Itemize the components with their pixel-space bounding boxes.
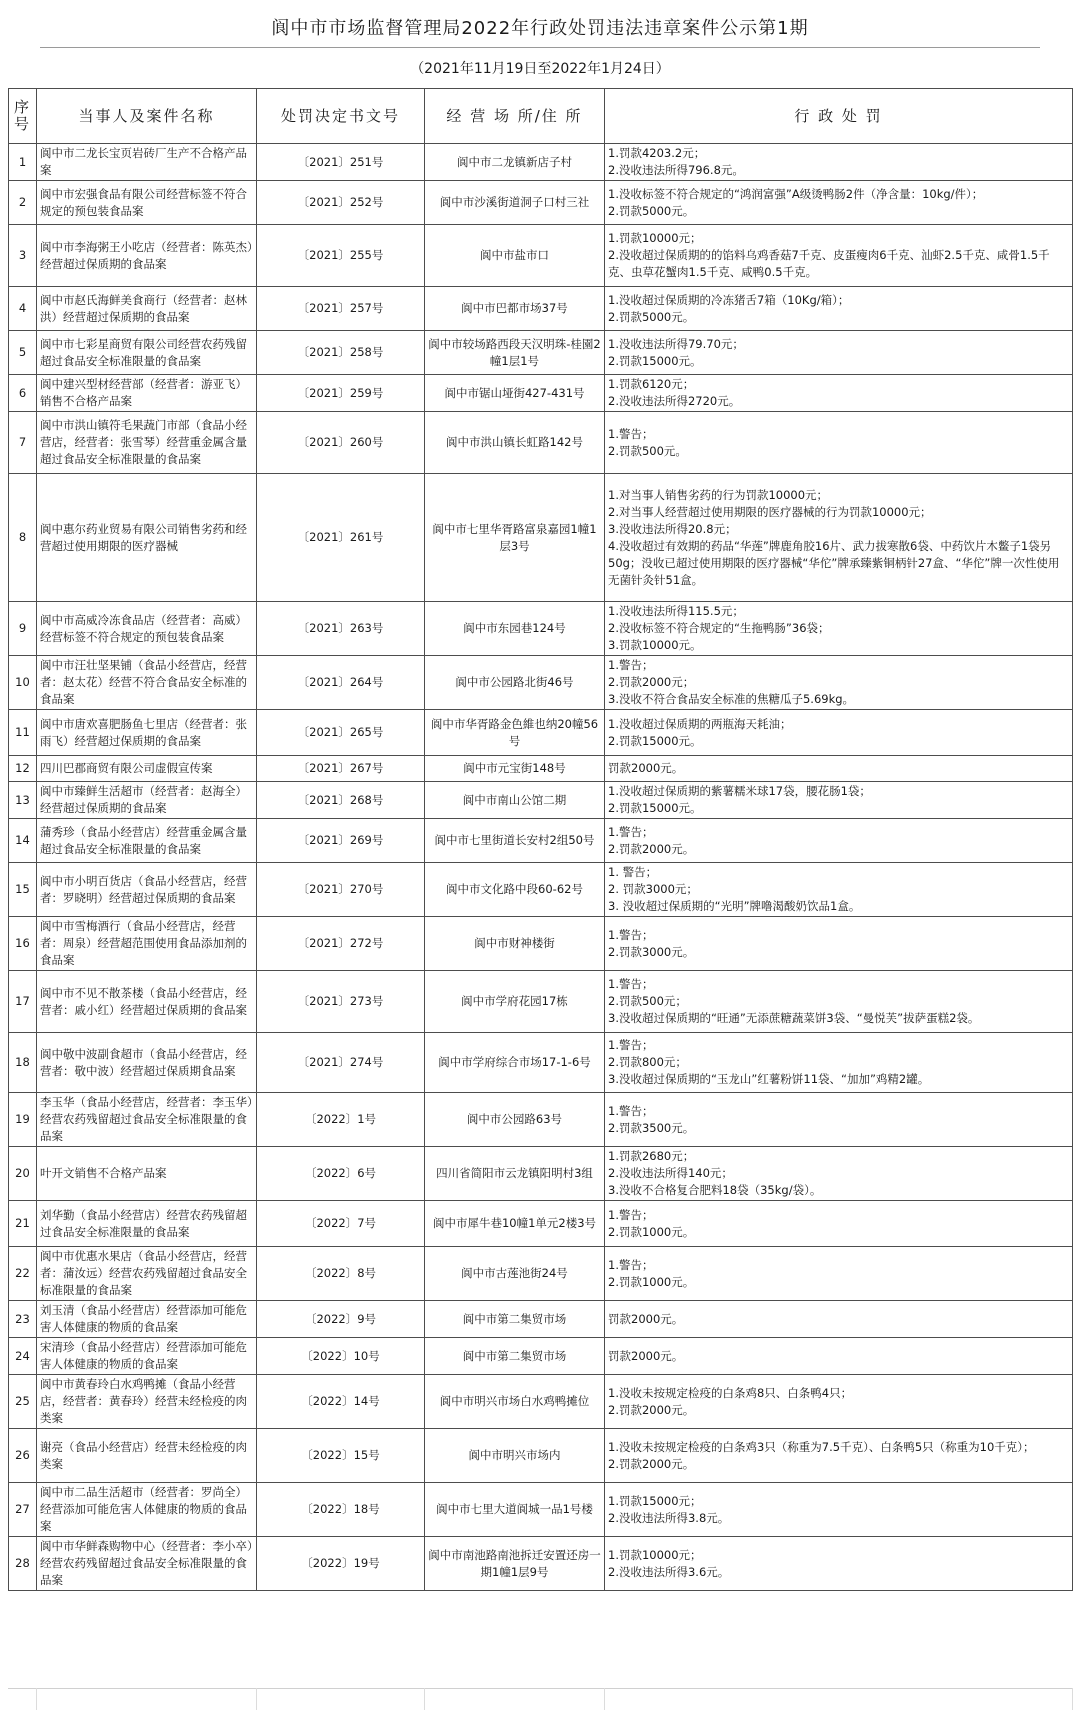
decision-number: 〔2021〕272号 xyxy=(257,917,425,971)
penalty-cell xyxy=(605,819,1073,863)
table-row xyxy=(9,971,1073,1033)
business-address: 阆中市七里华胥路富泉嘉园1幢1层3号 xyxy=(425,474,605,602)
decision-number: 〔2022〕19号 xyxy=(257,1537,425,1591)
penalty-line: 1.警告； xyxy=(608,977,654,991)
party-and-case: 阆中市赵氏海鲜美食商行（经营者：赵林洪）经营超过保质期的食品案 xyxy=(37,287,257,331)
penalty-line: 罚款2000元。 xyxy=(608,761,684,775)
business-address: 阆中市犀牛巷10幢1单元2楼3号 xyxy=(425,1201,605,1247)
party-and-case: 刘华勤（食品小经营店）经营农药残留超过食品安全标准限量的食品案 xyxy=(37,1201,257,1247)
business-address: 阆中市二龙镇新店子村 xyxy=(425,144,605,181)
penalty-line: 2. 罚款3000元； xyxy=(608,882,698,896)
penalty-line: 1.罚款10000元； xyxy=(608,231,702,245)
penalty-line: 3.没收超过保质期的“玉龙山”红薯粉饼11袋、“加加”鸡精2罐。 xyxy=(608,1072,930,1086)
table-row xyxy=(9,1483,1073,1537)
table-row xyxy=(9,474,1073,602)
penalty-cell xyxy=(605,971,1073,1033)
penalty-cell xyxy=(605,225,1073,287)
party-and-case: 阆中市宏强食品有限公司经营标签不符合规定的预包装食品案 xyxy=(37,181,257,225)
row-number: 11 xyxy=(9,710,37,756)
penalty-line: 2.没收违法所得796.8元。 xyxy=(608,163,744,177)
penalty-line: 2.罚款500元； xyxy=(608,994,687,1008)
bottom-guide xyxy=(424,1688,425,1710)
header-party: 当事人及案件名称 xyxy=(37,89,257,144)
business-address: 阆中市沙溪街道洞子口村三社 xyxy=(425,181,605,225)
table-row xyxy=(9,375,1073,412)
table-row xyxy=(9,1201,1073,1247)
table-row xyxy=(9,819,1073,863)
penalty-line: 1.没收违法所得115.5元； xyxy=(608,604,744,618)
penalty-line: 1.没收未按规定检疫的白条鸡8只、白条鸭4只； xyxy=(608,1385,853,1400)
bottom-guide xyxy=(36,1688,37,1710)
table-body xyxy=(9,144,1073,1591)
business-address: 阆中市洪山镇长虹路142号 xyxy=(425,412,605,474)
table-row xyxy=(9,144,1073,181)
table-row xyxy=(9,1429,1073,1483)
penalty-line: 3.没收不符合食品安全标准的焦糖瓜子5.69kg。 xyxy=(608,692,855,706)
decision-number: 〔2021〕255号 xyxy=(257,225,425,287)
penalty-line: 1.没收标签不符合规定的“鸿润富强”A级烫鸭肠2件（净含量：10kg/件）； xyxy=(608,186,984,201)
row-number: 6 xyxy=(9,375,37,412)
penalty-cell xyxy=(605,1338,1073,1375)
party-and-case: 阆中市不见不散茶楼（食品小经营店，经营者：戚小红）经营超过保质期的食品案 xyxy=(37,971,257,1033)
party-and-case: 刘玉清（食品小经营店）经营添加可能危害人体健康的物质的食品案 xyxy=(37,1301,257,1338)
decision-number: 〔2022〕6号 xyxy=(257,1147,425,1201)
row-number: 5 xyxy=(9,331,37,375)
penalty-cell xyxy=(605,1033,1073,1093)
business-address: 阆中市第二集贸市场 xyxy=(425,1338,605,1375)
table-row xyxy=(9,1247,1073,1301)
penalty-cell xyxy=(605,287,1073,331)
penalty-line: 2.罚款3000元。 xyxy=(608,944,695,959)
penalty-cell xyxy=(605,474,1073,602)
header-decision: 处罚决定书文号 xyxy=(257,89,425,144)
table-row xyxy=(9,1301,1073,1338)
bottom-rule xyxy=(8,1688,1072,1689)
row-number: 8 xyxy=(9,474,37,602)
table-row xyxy=(9,412,1073,474)
penalty-line: 2.罚款15000元。 xyxy=(608,733,702,748)
row-number: 21 xyxy=(9,1201,37,1247)
penalty-line: 2.罚款2000元。 xyxy=(608,1402,695,1417)
penalty-line: 2.罚款3500元。 xyxy=(608,1120,695,1135)
penalty-line: 3. 没收超过保质期的“光明”牌噜渴酸奶饮品1盒。 xyxy=(608,899,861,913)
decision-number: 〔2021〕257号 xyxy=(257,287,425,331)
penalty-line: 2.罚款5000元。 xyxy=(608,203,695,218)
bottom-guide xyxy=(1072,1688,1073,1710)
decision-number: 〔2022〕8号 xyxy=(257,1247,425,1301)
penalty-line: 3.罚款10000元。 xyxy=(608,638,702,652)
table-row xyxy=(9,917,1073,971)
decision-number: 〔2021〕258号 xyxy=(257,331,425,375)
business-address: 阆中市古莲池街24号 xyxy=(425,1247,605,1301)
decision-number: 〔2022〕9号 xyxy=(257,1301,425,1338)
decision-number: 〔2021〕251号 xyxy=(257,144,425,181)
decision-number: 〔2022〕15号 xyxy=(257,1429,425,1483)
penalty-cell xyxy=(605,917,1073,971)
penalty-line: 2.罚款15000元。 xyxy=(608,801,702,815)
party-and-case: 阆中市小明百货店（食品小经营店，经营者：罗晓明）经营超过保质期的食品案 xyxy=(37,863,257,917)
party-and-case: 叶开文销售不合格产品案 xyxy=(37,1147,257,1201)
party-and-case: 阆中市优惠水果店（食品小经营店，经营者：蒲汝远）经营农药残留超过食品安全标准限量的食品案 xyxy=(37,1247,257,1301)
decision-number: 〔2021〕265号 xyxy=(257,710,425,756)
party-and-case: 李玉华（食品小经营店，经营者：李玉华）经营农药残留超过食品安全标准限量的食品案 xyxy=(37,1093,257,1147)
penalty-line: 1.没收违法所得79.70元； xyxy=(608,336,744,351)
party-and-case: 阆中市二龙长宝页岩砖厂生产不合格产品案 xyxy=(37,144,257,181)
row-number: 14 xyxy=(9,819,37,863)
penalty-line: 2.没收超过保质期的的馅料乌鸡香菇7千克、皮蛋瘦肉6千克、汕虾2.5千克、咸骨1.5千克、虫草花蟹肉1.5千克、咸鸭0.5千克。 xyxy=(608,248,1050,279)
party-and-case: 阆中敬中波副食超市（食品小经营店，经营者：敬中波）经营超过保质期食品案 xyxy=(37,1033,257,1093)
penalty-line: 1.没收超过保质期的紫薯糯米球17袋，腰花肠1袋； xyxy=(608,784,871,798)
penalty-line: 罚款2000元。 xyxy=(608,1348,684,1363)
party-and-case: 阆中市臻鲜生活超市（经营者：赵海全）经营超过保质期的食品案 xyxy=(37,782,257,819)
penalty-line: 3.没收不合格复合肥料18袋（35kg/袋）。 xyxy=(608,1183,822,1197)
business-address: 阆中市明兴市场内 xyxy=(425,1429,605,1483)
row-number: 19 xyxy=(9,1093,37,1147)
penalty-line: 1.没收超过保质期的两瓶海天耗油； xyxy=(608,716,792,731)
business-address: 阆中市南池路南池拆迁安置还房一期1幢1层9号 xyxy=(425,1537,605,1591)
party-and-case: 阆中市二品生活超市（经营者：罗尚全）经营添加可能危害人体健康的物质的食品案 xyxy=(37,1483,257,1537)
business-address: 阆中市七里大道阆城一品1号楼 xyxy=(425,1483,605,1537)
penalty-cell xyxy=(605,1429,1073,1483)
business-address: 阆中市东园巷124号 xyxy=(425,602,605,656)
penalty-line: 1.罚款4203.2元； xyxy=(608,146,706,160)
business-address: 阆中市文化路中段60-62号 xyxy=(425,863,605,917)
business-address: 阆中市华胥路金色維也纳20幢56号 xyxy=(425,710,605,756)
row-number: 28 xyxy=(9,1537,37,1591)
decision-number: 〔2021〕273号 xyxy=(257,971,425,1033)
party-and-case: 阆中市七彩星商贸有限公司经营农药残留超过食品安全标准限量的食品案 xyxy=(37,331,257,375)
party-and-case: 阆中市唐欢喜肥肠鱼七里店（经营者：张雨飞）经营超过保质期的食品案 xyxy=(37,710,257,756)
penalty-line: 2.罚款2000元。 xyxy=(608,841,695,856)
business-address: 阆中市公园路北街46号 xyxy=(425,656,605,710)
business-address: 阆中市锯山垭街427-431号 xyxy=(425,375,605,412)
decision-number: 〔2021〕252号 xyxy=(257,181,425,225)
penalty-line: 1.没收未按规定检疫的白条鸡3只（称重为7.5千克）、白条鸭5只（称重为10千克）； xyxy=(608,1439,1035,1454)
party-and-case: 阆中市洪山镇符毛果蔬门市部（食品小经营店，经营者：张雪琴）经营重金属含量超过食品安全标准限量的食品案 xyxy=(37,412,257,474)
penalty-cell xyxy=(605,863,1073,917)
business-address: 阆中市学府花园17栋 xyxy=(425,971,605,1033)
row-number: 22 xyxy=(9,1247,37,1301)
party-and-case: 阆中市黄春玲白水鸡鸭摊（食品小经营店，经营者：黄春玲）经营未经检疫的肉类案 xyxy=(37,1375,257,1429)
penalty-line: 2.罚款500元。 xyxy=(608,443,687,458)
title-divider xyxy=(40,47,1040,48)
row-number: 20 xyxy=(9,1147,37,1201)
row-number: 13 xyxy=(9,782,37,819)
penalty-line: 1.警告； xyxy=(608,658,654,672)
decision-number: 〔2021〕259号 xyxy=(257,375,425,412)
penalty-line: 1.警告； xyxy=(608,426,654,441)
decision-number: 〔2022〕7号 xyxy=(257,1201,425,1247)
party-and-case: 阆中建兴型材经营部（经营者：游亚飞）销售不合格产品案 xyxy=(37,375,257,412)
penalty-cell xyxy=(605,656,1073,710)
business-address: 阆中市盐市口 xyxy=(425,225,605,287)
penalty-line: 4.没收超过有效期的药品“华莲”牌鹿角胶16片、武力拔寒散6袋、中药饮片木鳖子1袋另50g；没收已超过使用期限的医疗器械“华佗”牌承臻紫铜柄针27盒、“华佗”牌一次性使用无菌针灸针51盒。 xyxy=(608,538,1060,587)
table-row xyxy=(9,1033,1073,1093)
row-number: 27 xyxy=(9,1483,37,1537)
penalty-line: 1.警告； xyxy=(608,1257,654,1272)
party-and-case: 阆中市华鲜森购物中心（经营者：李小卒）经营农药残留超过食品安全标准限量的食品案 xyxy=(37,1537,257,1591)
header-address: 经 营 场 所/住 所 xyxy=(425,89,605,144)
table-row xyxy=(9,1093,1073,1147)
penalty-cell xyxy=(605,181,1073,225)
table-row xyxy=(9,1375,1073,1429)
party-and-case: 阆中市雪梅酒行（食品小经营店，经营者：周泉）经营超范围使用食品添加剂的食品案 xyxy=(37,917,257,971)
table-row xyxy=(9,710,1073,756)
penalty-line: 3.没收超过保质期的“旺通”无添蔗糖蔬菜饼3袋、“曼悦芙”拔萨蛋糕2袋。 xyxy=(608,1011,980,1025)
decision-number: 〔2021〕260号 xyxy=(257,412,425,474)
decision-number: 〔2021〕268号 xyxy=(257,782,425,819)
decision-number: 〔2021〕263号 xyxy=(257,602,425,656)
decision-number: 〔2022〕18号 xyxy=(257,1483,425,1537)
business-address: 阆中市元宝街148号 xyxy=(425,756,605,782)
penalty-line: 2.罚款15000元。 xyxy=(608,353,702,368)
row-number: 17 xyxy=(9,971,37,1033)
business-address: 阆中市财神楼街 xyxy=(425,917,605,971)
business-address: 阆中市学府综合市场17-1-6号 xyxy=(425,1033,605,1093)
decision-number: 〔2021〕264号 xyxy=(257,656,425,710)
table-row xyxy=(9,331,1073,375)
row-number: 24 xyxy=(9,1338,37,1375)
penalty-line: 2.没收违法所得140元； xyxy=(608,1166,733,1180)
penalty-line: 2.没收标签不符合规定的“生拖鸭肠”36袋； xyxy=(608,621,830,635)
penalty-cell xyxy=(605,756,1073,782)
penalty-cell xyxy=(605,1537,1073,1591)
row-number: 23 xyxy=(9,1301,37,1338)
row-number: 15 xyxy=(9,863,37,917)
row-number: 2 xyxy=(9,181,37,225)
decision-number: 〔2021〕270号 xyxy=(257,863,425,917)
penalty-line: 2.对当事人经营超过使用期限的医疗器械的行为罚款10000元； xyxy=(608,504,932,519)
business-address: 阆中市公园路63号 xyxy=(425,1093,605,1147)
penalty-line: 1.罚款10000元； xyxy=(608,1547,702,1562)
penalty-line: 1.警告； xyxy=(608,927,654,942)
header-no: 序号 xyxy=(9,89,37,144)
party-and-case: 阆中市高威冷冻食品店（经营者：高威）经营标签不符合规定的预包装食品案 xyxy=(37,602,257,656)
row-number: 12 xyxy=(9,756,37,782)
penalty-line: 1.警告； xyxy=(608,1207,654,1222)
business-address: 阆中市七里街道长安村2组50号 xyxy=(425,819,605,863)
decision-number: 〔2022〕1号 xyxy=(257,1093,425,1147)
table-row xyxy=(9,1338,1073,1375)
decision-number: 〔2021〕267号 xyxy=(257,756,425,782)
table-row xyxy=(9,1147,1073,1201)
penalty-line: 2.罚款1000元。 xyxy=(608,1274,695,1289)
table-row xyxy=(9,756,1073,782)
penalty-line: 2.没收违法所得2720元。 xyxy=(608,394,741,408)
penalty-line: 1.罚款6120元； xyxy=(608,377,695,391)
penalty-line: 2.罚款5000元。 xyxy=(608,309,695,324)
table-row xyxy=(9,287,1073,331)
penalty-table xyxy=(8,88,1073,1591)
row-number: 4 xyxy=(9,287,37,331)
row-number: 26 xyxy=(9,1429,37,1483)
penalty-line: 1.警告； xyxy=(608,1038,654,1052)
decision-number: 〔2021〕274号 xyxy=(257,1033,425,1093)
penalty-cell xyxy=(605,1147,1073,1201)
penalty-cell xyxy=(605,144,1073,181)
decision-number: 〔2021〕261号 xyxy=(257,474,425,602)
date-range: （2021年11月19日至2022年1月24日） xyxy=(410,61,670,77)
business-address: 阆中市明兴市场白水鸡鸭摊位 xyxy=(425,1375,605,1429)
penalty-line: 1.没收超过保质期的冷冻猪舌7箱（10Kg/箱）； xyxy=(608,292,850,307)
table-row xyxy=(9,782,1073,819)
business-address: 四川省简阳市云龙镇阳明村3组 xyxy=(425,1147,605,1201)
table-row xyxy=(9,602,1073,656)
bottom-guide xyxy=(256,1688,257,1710)
party-and-case: 阆中惠尔药业贸易有限公司销售劣药和经营超过使用期限的医疗器械 xyxy=(37,474,257,602)
penalty-line: 罚款2000元。 xyxy=(608,1311,684,1326)
row-number: 7 xyxy=(9,412,37,474)
penalty-cell xyxy=(605,1093,1073,1147)
party-and-case: 阆中市李海粥王小吃店（经营者：陈英杰）经营超过保质期的食品案 xyxy=(37,225,257,287)
decision-number: 〔2022〕10号 xyxy=(257,1338,425,1375)
page-title: 阆中市市场监督管理局2022年行政处罚违法违章案件公示第1期 xyxy=(271,18,809,39)
penalty-line: 1. 警告； xyxy=(608,865,658,879)
party-and-case: 阆中市汪壮坚果铺（食品小经营店，经营者：赵太花）经营不符合食品安全标准的食品案 xyxy=(37,656,257,710)
penalty-line: 1.警告； xyxy=(608,1103,654,1118)
header-penalty: 行 政 处 罚 xyxy=(605,89,1073,144)
penalty-line: 1.对当事人销售劣药的行为罚款10000元； xyxy=(608,487,829,502)
penalty-line: 2.没收违法所得3.8元。 xyxy=(608,1510,730,1525)
row-number: 9 xyxy=(9,602,37,656)
penalty-line: 1.罚款15000元； xyxy=(608,1493,702,1508)
penalty-cell xyxy=(605,1483,1073,1537)
penalty-line: 1.警告； xyxy=(608,824,654,839)
table-row xyxy=(9,225,1073,287)
penalty-cell xyxy=(605,782,1073,819)
table-header-row xyxy=(9,89,1073,144)
bottom-guide xyxy=(604,1688,605,1710)
penalty-line: 3.没收违法所得20.8元； xyxy=(608,521,737,536)
business-address: 阆中市巴都市场37号 xyxy=(425,287,605,331)
penalty-cell xyxy=(605,1201,1073,1247)
penalty-line: 1.罚款2680元； xyxy=(608,1149,695,1163)
row-number: 10 xyxy=(9,656,37,710)
party-and-case: 宋清珍（食品小经营店）经营添加可能危害人体健康的物质的食品案 xyxy=(37,1338,257,1375)
penalty-cell xyxy=(605,710,1073,756)
decision-number: 〔2022〕14号 xyxy=(257,1375,425,1429)
business-address: 阆中市南山公馆二期 xyxy=(425,782,605,819)
penalty-cell xyxy=(605,1375,1073,1429)
table-row xyxy=(9,656,1073,710)
penalty-cell xyxy=(605,331,1073,375)
row-number: 1 xyxy=(9,144,37,181)
decision-number: 〔2021〕269号 xyxy=(257,819,425,863)
penalty-cell xyxy=(605,412,1073,474)
business-address: 阆中市第二集贸市场 xyxy=(425,1301,605,1338)
penalty-line: 2.罚款2000元。 xyxy=(608,1456,695,1471)
penalty-cell xyxy=(605,1301,1073,1338)
penalty-line: 2.罚款1000元。 xyxy=(608,1224,695,1239)
table-row xyxy=(9,863,1073,917)
party-and-case: 谢亮（食品小经营店）经营未经检疫的肉类案 xyxy=(37,1429,257,1483)
table-row xyxy=(9,1537,1073,1591)
penalty-cell xyxy=(605,1247,1073,1301)
penalty-line: 2.罚款800元； xyxy=(608,1055,687,1069)
penalty-line: 2.没收违法所得3.6元。 xyxy=(608,1564,730,1579)
party-and-case: 蒲秀珍（食品小经营店）经营重金属含量超过食品安全标准限量的食品案 xyxy=(37,819,257,863)
penalty-cell xyxy=(605,375,1073,412)
penalty-cell xyxy=(605,602,1073,656)
business-address: 阆中市较场路西段天汉明珠-桂園2幢1层1号 xyxy=(425,331,605,375)
table-row xyxy=(9,181,1073,225)
row-number: 3 xyxy=(9,225,37,287)
penalty-line: 2.罚款2000元； xyxy=(608,675,695,689)
row-number: 16 xyxy=(9,917,37,971)
row-number: 18 xyxy=(9,1033,37,1093)
row-number: 25 xyxy=(9,1375,37,1429)
party-and-case: 四川巴郡商贸有限公司虚假宣传案 xyxy=(37,756,257,782)
